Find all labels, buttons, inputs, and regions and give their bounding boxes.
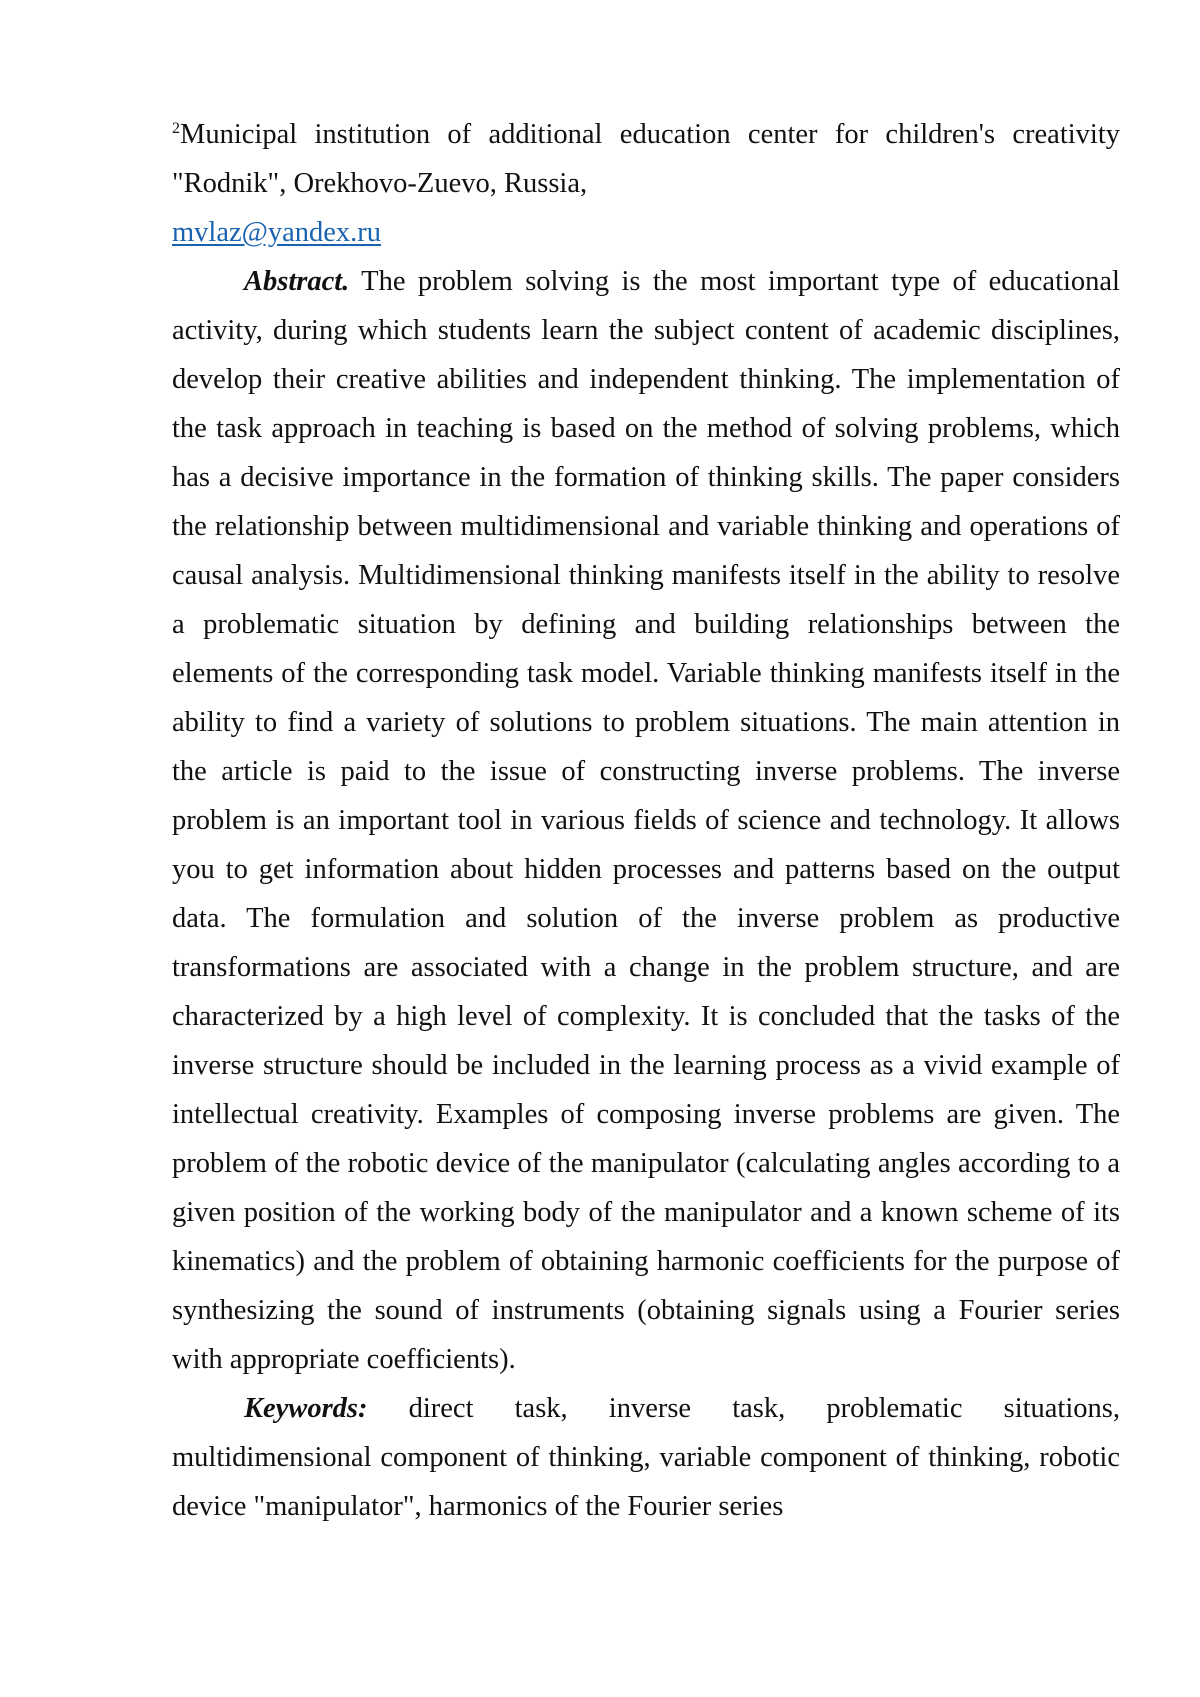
abstract-label: Abstract. [244,266,350,297]
abstract-text: The problem solving is the most important type of educational activity, during which students learn the subject content of academic disciplines, develop their creative abilities and independent thinking. The implementation of the task approach in teaching is based on the method of solving problems, which has a decisive importance in the formation of thinking skills. The paper considers the relationship between multidimensional and variable thinking and operations of causal analysis. Multidimensional thinking manifests itself in the ability to resolve a problematic situation by defining and building relationships between the elements of the corresponding task model. Variable thinking manifests itself in the ability to find a variety of solutions to problem situations. The main attention in the article is paid to the issue of constructing inverse problems. The inverse problem is an important tool in various fields of science and technology. It allows you to get information about hidden processes and patterns based on the output data. The formulation and solution of the inverse problem as productive transformations are associated with a change in the problem structure, and are characterized by a high level of complexity. It is concluded that the tasks of the inverse structure should be included in the learning process as a vivid example of intellectual creativity. Examples of composing inverse problems are given. The problem of the robotic device of the manipulator (calculating angles according to a given position of the working body of the manipulator and a known scheme of its kinematics) and the problem of obtaining harmonic coefficients for the purpose of synthesizing the sound of instruments (obtaining signals using a Fourier series with appropriate coefficients). [172,266,1120,1375]
document-page [172,110,1120,1531]
keywords-text: direct task, inverse task, problematic situations, multidimensional component of thinking, variable component of thinking, robotic device "manipulator", harmonics of the Fourier series [172,1393,1120,1522]
affiliation-text: Municipal institution of additional education center for children's creativity "Rodnik", Orekhovo-Zuevo, Russia, [172,119,1120,199]
abstract-paragraph [172,257,1120,1384]
affiliation [172,110,1120,208]
affiliation-marker: 2 [172,120,180,137]
email-link[interactable]: mvlaz@yandex.ru [172,217,382,248]
keywords-label: Keywords: [244,1393,368,1424]
keywords-paragraph [172,1384,1120,1531]
